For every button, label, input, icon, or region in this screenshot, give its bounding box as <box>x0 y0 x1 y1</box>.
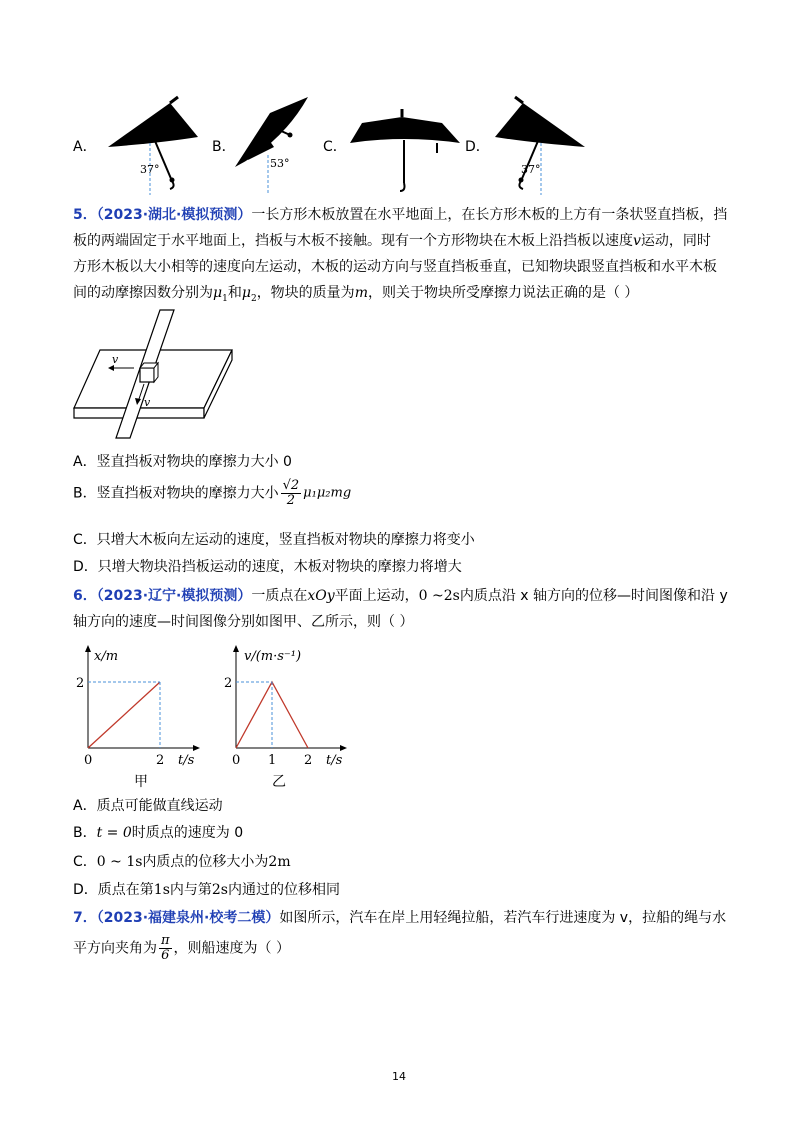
q7-source: 7．（2023·福建泉州·校考二模） <box>73 910 280 926</box>
q7-line-2: 平方向夹角为 $\frac{\pi}{6}$ ，则船速度为（ ） <box>73 933 290 963</box>
graph-yi-ylabel: v/(m·s⁻¹) <box>244 649 302 664</box>
umbrella-d-image <box>485 95 595 195</box>
graph-yi-caption: 乙 <box>272 774 286 790</box>
q5-line-3: 方形木板以大小相等的速度向左运动，木板的运动方向与竖直挡板垂直，已知物块跟竖直挡板和水平木板 <box>73 259 717 275</box>
q6-graph-yi <box>222 640 357 790</box>
umbrella-d-angle: 37° <box>521 163 541 176</box>
graph-jia-x-tick-0: 0 <box>84 753 93 768</box>
graph-yi-x-tick-0: 0 <box>232 753 241 768</box>
q5-line-1: 5．（2023·湖北·模拟预测）一长方形木板放置在水平地面上，在长方形木板的上方有一条状竖直挡板，挡 <box>73 207 728 223</box>
q5-option-d: D．只增大物块沿挡板运动的速度，木板对物块的摩擦力将增大 <box>73 559 462 575</box>
umbrella-a-angle: 37° <box>140 163 160 176</box>
q6-line-2: 轴方向的速度—时间图像分别如图甲、乙所示，则（ ） <box>73 614 414 630</box>
q5-fig-v-down: v <box>144 396 151 409</box>
q5-option-b-fraction: $\frac{√2}{2}$ <box>282 478 300 508</box>
q5-option-a: A．竖直挡板对物块的摩擦力大小 0 <box>73 454 292 470</box>
umbrella-options-row <box>0 95 800 195</box>
graph-yi-x-tick-2: 2 <box>304 753 313 768</box>
umbrella-c-image <box>342 95 467 195</box>
q6-line-1: 6．（2023·辽宁·模拟预测）一质点在xOy平面上运动，0 ~2s内质点沿 x 轴方向的位移—时间图像和沿 y <box>73 588 728 604</box>
q5-line-4: 间的动摩擦因数分别为$\mu_1$和$\mu_2$，物块的质量为m，则关于物块所受摩擦力说法正确的是（ ） <box>73 285 639 304</box>
umbrella-b-angle: 53° <box>270 157 290 170</box>
graph-yi-x-tick-1: 1 <box>268 753 277 768</box>
umbrella-b-image <box>230 95 320 195</box>
option-d-label: D． <box>465 139 490 155</box>
page-number: 14 <box>392 1070 406 1083</box>
umbrella-a-image <box>100 95 210 195</box>
q5-line-2: 板的两端固定于水平地面上，挡板与木板不接触。现有一个方形物块在木板上沿挡板以速度v运动，同时 <box>73 233 711 249</box>
option-c-label: C． <box>323 139 347 155</box>
q6-option-c: C．0 ~ 1s内质点的位移大小为2m <box>73 854 291 870</box>
graph-yi-xlabel: t/s <box>326 753 343 768</box>
q6-option-d: D．质点在第1s内与第2s内通过的位移相同 <box>73 882 340 898</box>
graph-jia-ylabel: x/m <box>94 649 119 664</box>
graph-jia-y-tick-2: 2 <box>76 676 85 691</box>
q5-board-figure <box>72 308 242 443</box>
q5-source: 5．（2023·湖北·模拟预测） <box>73 207 252 223</box>
graph-jia-x-tick-2: 2 <box>156 753 165 768</box>
graph-jia-caption: 甲 <box>134 774 148 790</box>
q6-option-b: B．t = 0时质点的速度为 0 <box>73 825 244 841</box>
graph-yi-y-tick-2: 2 <box>224 676 233 691</box>
q7-line-1: 7．（2023·福建泉州·校考二模）如图所示，汽车在岸上用轻绳拉船，若汽车行进速度为 v，拉船的绳与水 <box>73 910 727 926</box>
q6-option-a: A．质点可能做直线运动 <box>73 798 223 814</box>
q5-fig-v-left: v <box>112 353 119 366</box>
q5-option-b: B．竖直挡板对物块的摩擦力大小 $\frac{√2}{2}$ μ₁μ₂mg <box>73 478 352 508</box>
q7-angle-fraction: $\frac{\pi}{6}$ <box>161 933 170 963</box>
option-b-label: B． <box>212 139 236 155</box>
q6-source: 6．（2023·辽宁·模拟预测） <box>73 588 252 604</box>
option-a-label: A． <box>73 139 97 155</box>
q5-option-c: C．只增大木板向左运动的速度，竖直挡板对物块的摩擦力将变小 <box>73 532 475 548</box>
graph-jia-xlabel: t/s <box>178 753 195 768</box>
q6-graph-jia <box>72 640 207 790</box>
